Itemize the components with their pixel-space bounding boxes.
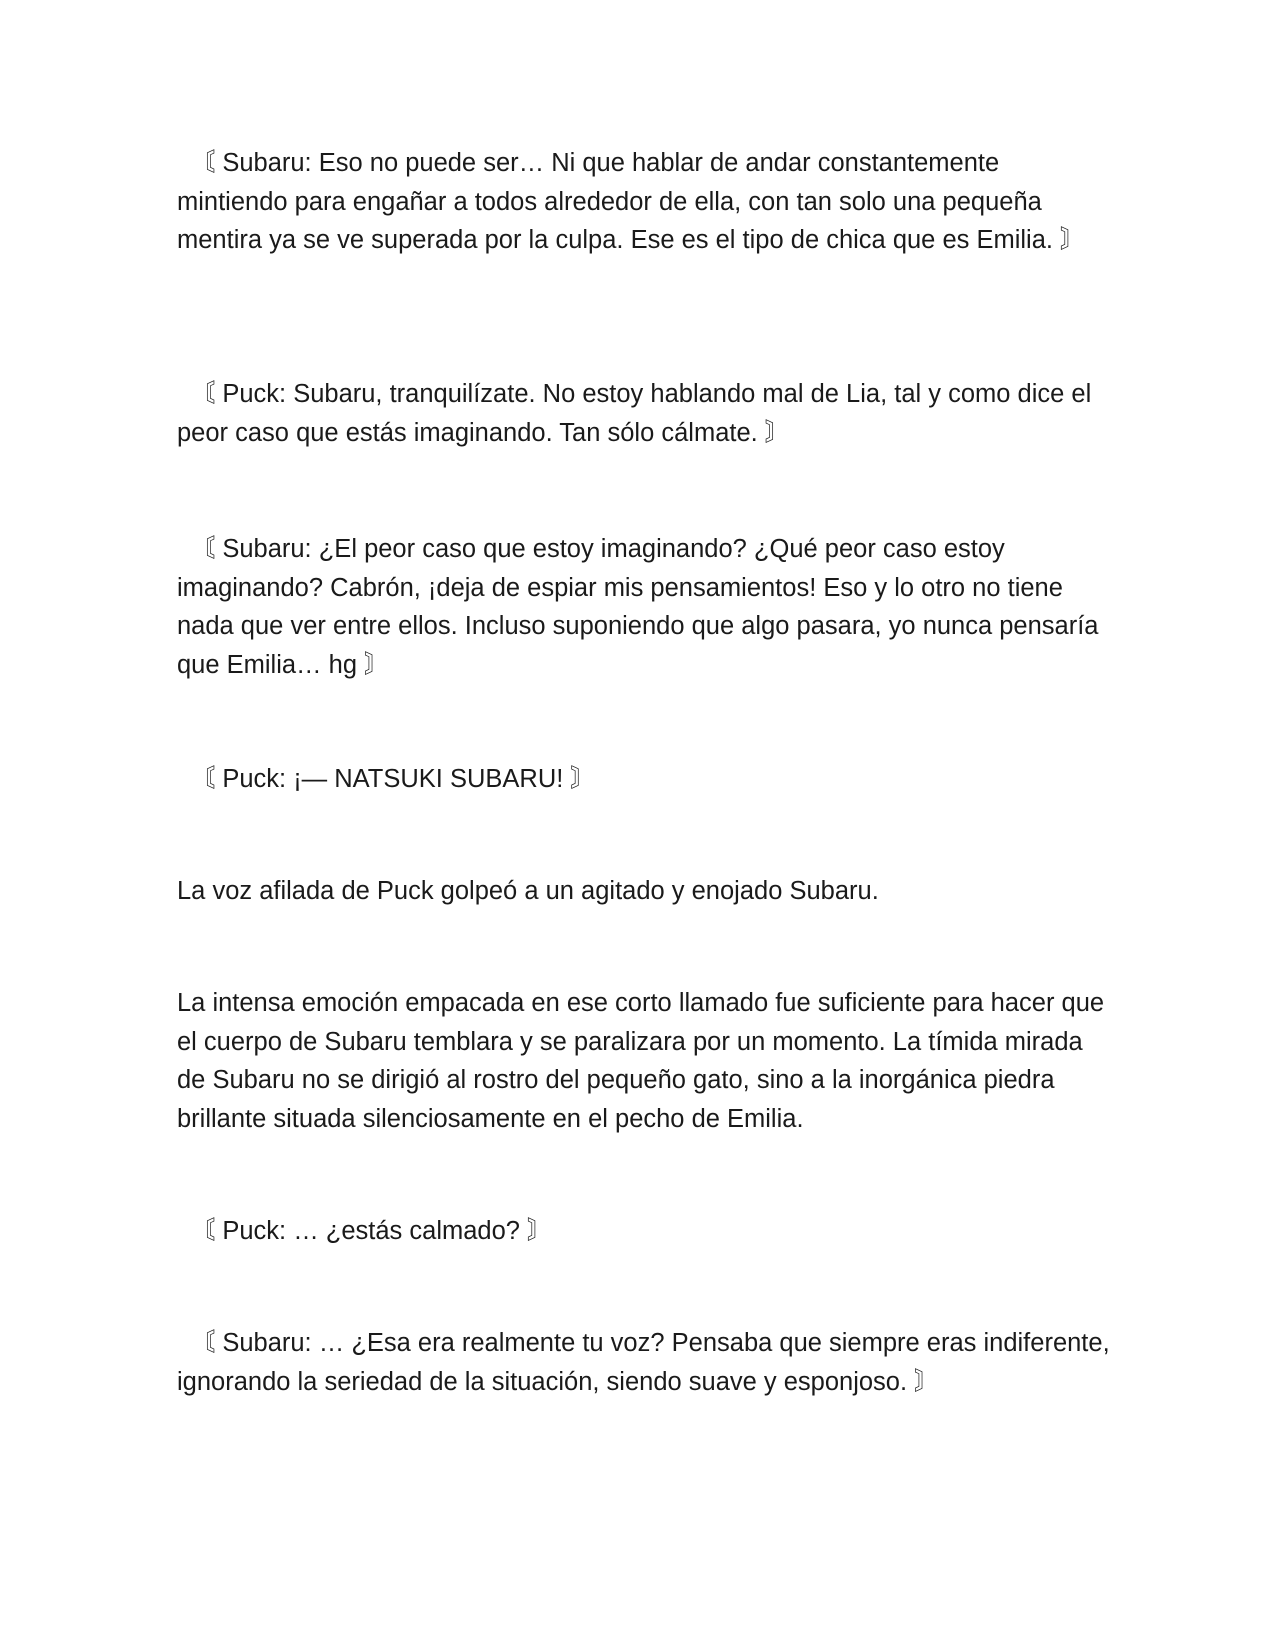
paragraph-puck-3: 〘 Puck: … ¿estás calmado? 〙 — [177, 1217, 553, 1245]
paragraph-puck-1: 〘 Puck: Subaru, tranquilízate. No estoy hablando mal de Lia, tal y como dice el peor caso que estás imaginando. Tan sólo cálmate. 〙 — [177, 380, 1099, 447]
paragraph-narration-2: La intensa emoción empacada en ese corto llamado fue suficiente para hacer que el cuerpo de Subaru temblara y se paralizara por un momento. La tímida mirada de Subaru no se dirigió al rostro del pequeño gato, sino a la inorgánica piedra brillante situada silenciosamente en el pecho de Emilia. — [177, 989, 1112, 1133]
paragraph-subaru-3: 〘 Subaru: … ¿Esa era realmente tu voz? Pensaba que siempre eras indiferente, ignorando la seriedad de la situación, siendo suave y esponjoso. 〙 — [177, 1329, 1117, 1396]
paragraph-puck-2: 〘 Puck: ¡— NATSUKI SUBARU! 〙 — [177, 765, 596, 793]
paragraph-subaru-2: 〘 Subaru: ¿El peor caso que estoy imaginando? ¿Qué peor caso estoy imaginando? Cabrón, ¡deja de espiar mis pensamientos! Eso y lo otro no tiene nada que ver entre ellos. Incluso suponiendo que algo pasara, yo nunca pensaría que Emilia… hg 〙 — [177, 535, 1106, 679]
paragraph-narration-1: La voz afilada de Puck golpeó a un agitado y enojado Subaru. — [177, 877, 879, 905]
paragraph-subaru-1: 〘 Subaru: Eso no puede ser… Ni que hablar de andar constantemente mintiendo para engañar a todos alrededor de ella, con tan solo una pequeña mentira ya se ve superada por la culpa. Ese es el tipo de chica que es Emilia. 〙 — [177, 149, 1086, 254]
